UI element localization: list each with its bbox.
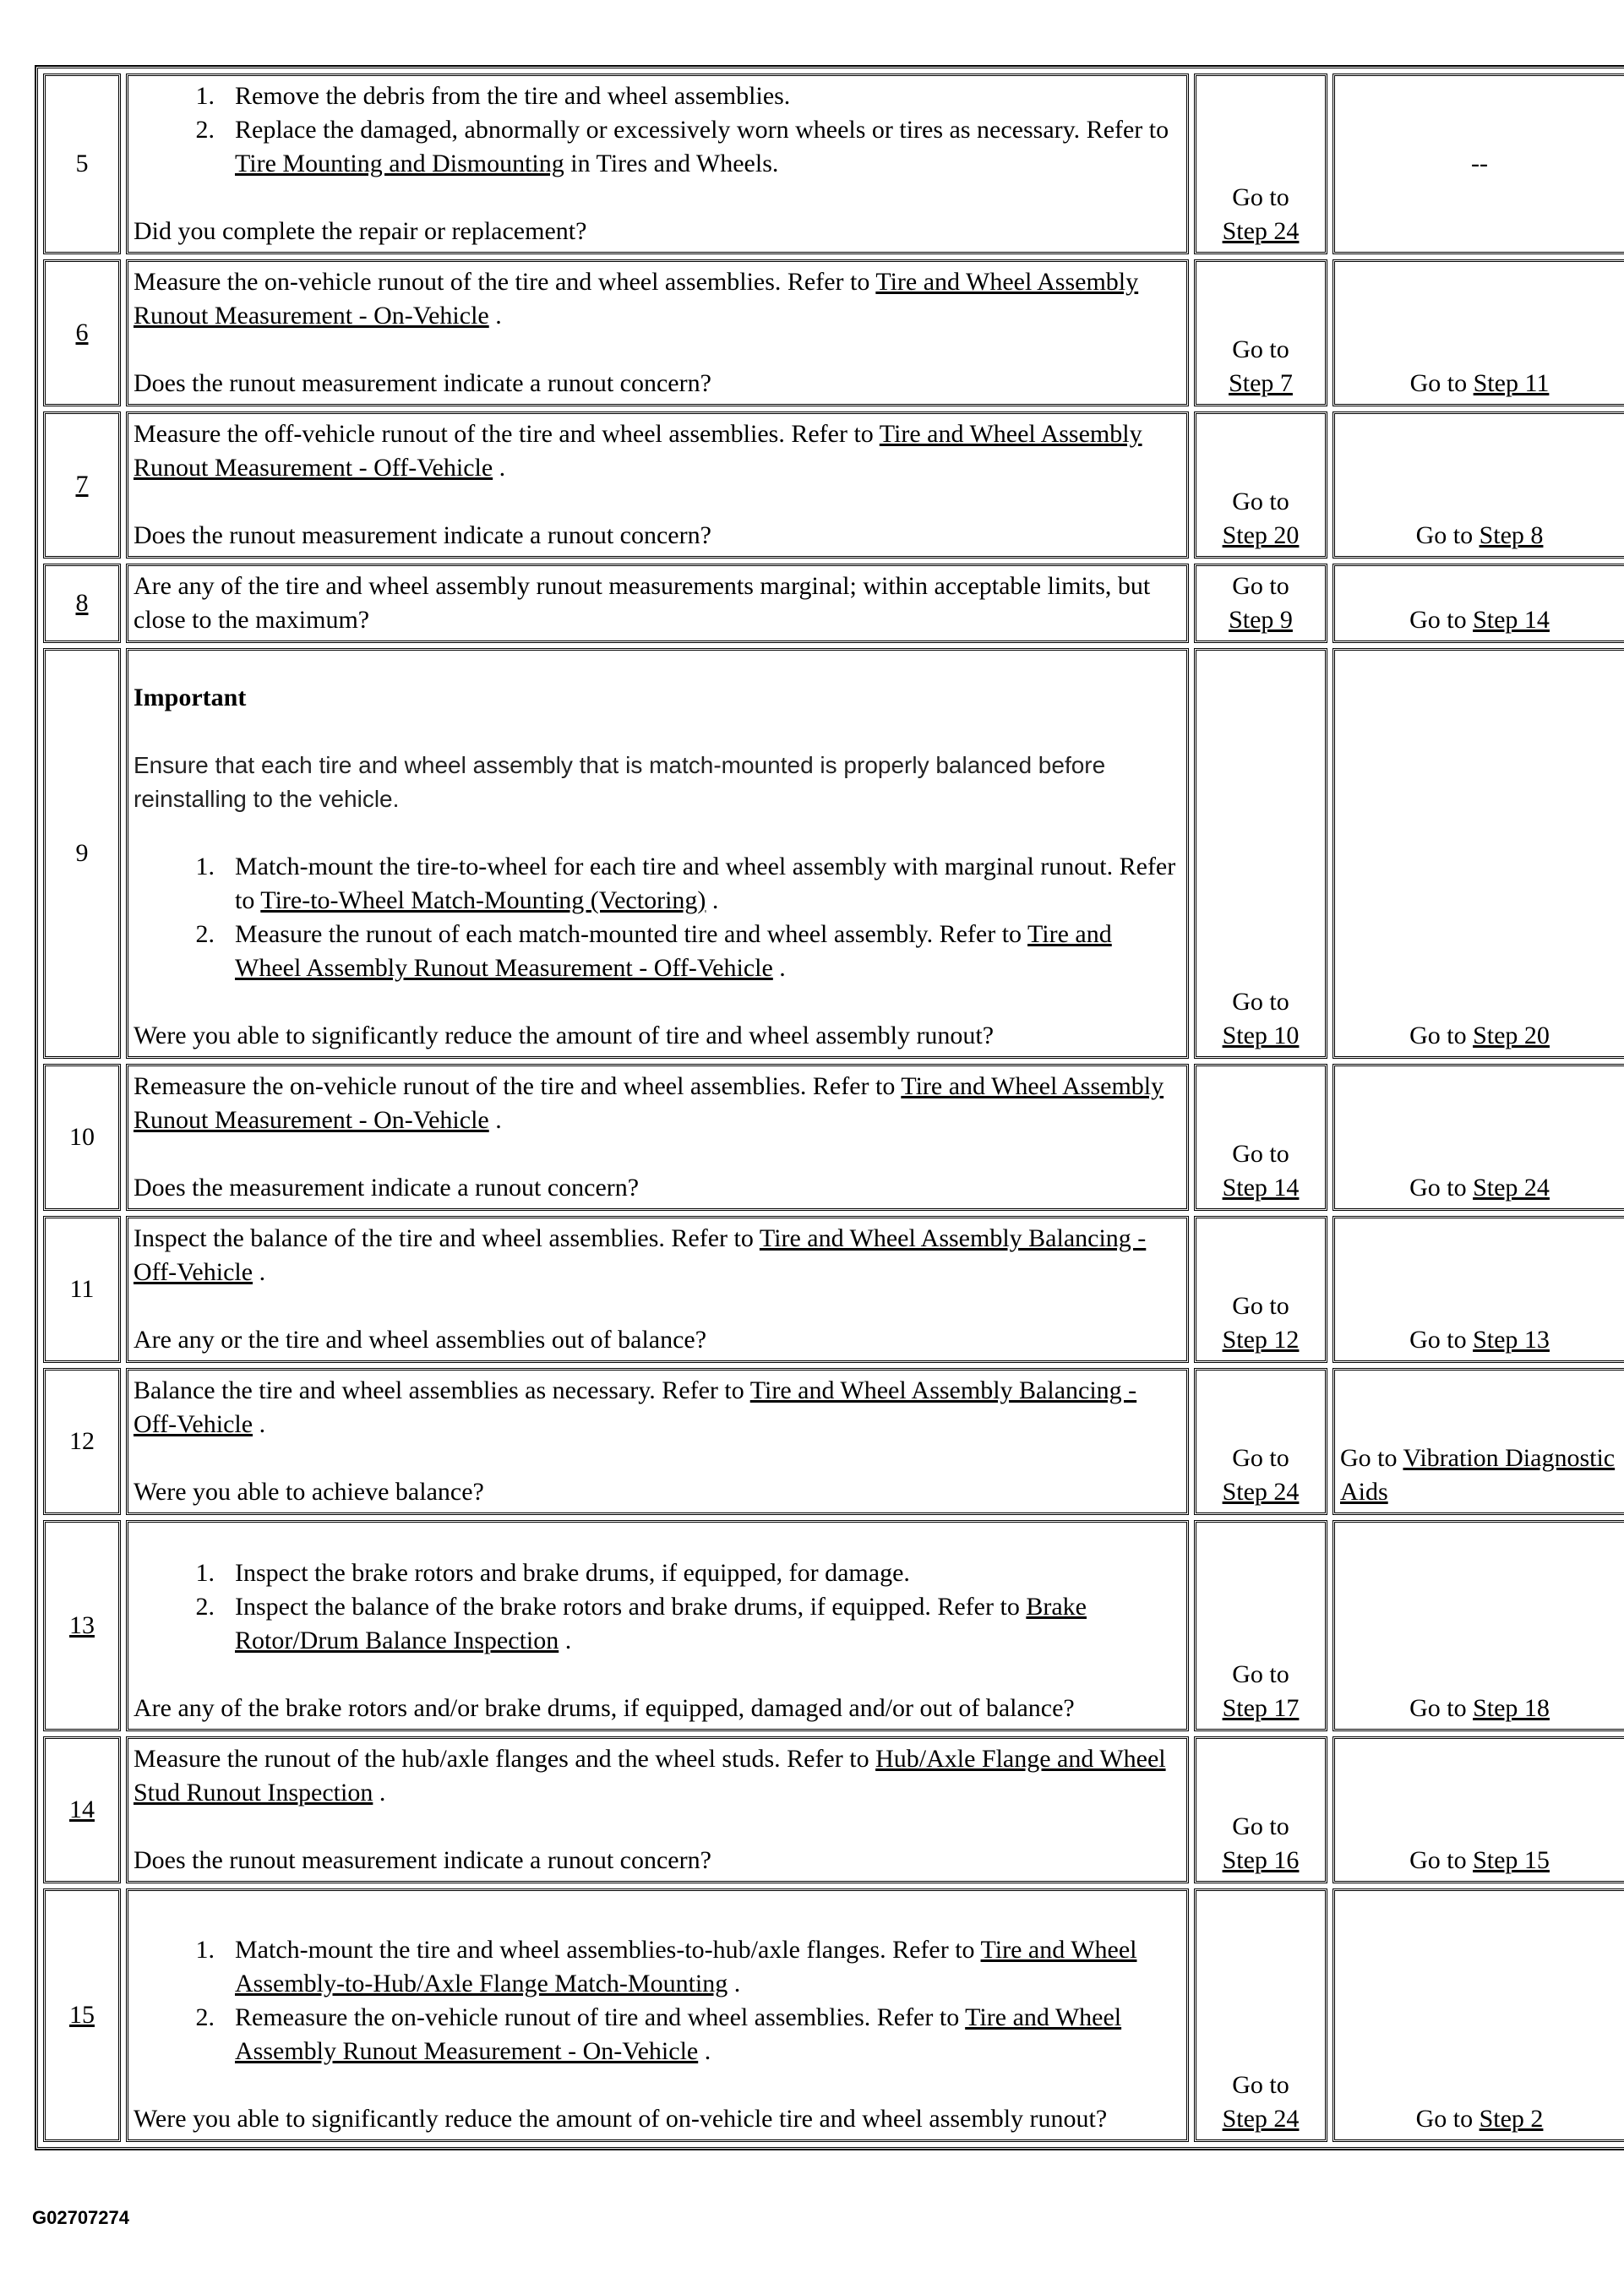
list-text: .	[706, 886, 719, 914]
list-text: Match-mount the tire-to-wheel for each tire and wheel assembly with marginal runout. Refer to	[235, 853, 1176, 914]
list-item	[195, 850, 1181, 918]
goto-label: Go to	[1409, 606, 1474, 634]
yes-step-link[interactable]: Step 24	[1222, 1478, 1300, 1506]
step-number	[43, 564, 121, 643]
yes-step-link[interactable]: Step 14	[1222, 1174, 1300, 1202]
reference-link[interactable]: Tire and Wheel Assembly Runout Measurement - Off-Vehicle	[134, 420, 1142, 482]
table-row	[43, 1216, 1624, 1363]
no-cell	[1332, 259, 1624, 406]
action-cell	[126, 1520, 1189, 1731]
step-number-text: 11	[69, 1275, 95, 1303]
table-row	[43, 74, 1624, 254]
goto-label: Go to	[1415, 2105, 1480, 2133]
action-list	[134, 1933, 1181, 2068]
yes-cell	[1194, 1216, 1327, 1363]
action-text: Inspect the balance of the tire and wheel assemblies. Refer to	[134, 1224, 760, 1252]
no-cell	[1332, 1888, 1624, 2142]
table-row	[43, 564, 1624, 643]
goto-label: Go to	[1232, 335, 1289, 363]
list-number: 1.	[195, 1559, 215, 1587]
action-cell	[126, 564, 1189, 643]
step-number-text: 5	[75, 150, 89, 177]
yes-step-link[interactable]: Step 9	[1229, 606, 1293, 634]
goto-label: Go to	[1232, 1660, 1289, 1688]
table-row	[43, 259, 1624, 406]
no-cell	[1332, 74, 1624, 254]
list-text: .	[728, 1970, 741, 1997]
step-number	[43, 1888, 121, 2142]
question-text: Were you able to significantly reduce the amount of tire and wheel assembly runout?	[134, 1022, 995, 1049]
no-step-link[interactable]: Step 24	[1473, 1174, 1550, 1202]
goto-label: Go to	[1409, 1022, 1474, 1049]
action-cell	[126, 259, 1189, 406]
step-number-link[interactable]: 7	[75, 471, 89, 499]
yes-step-link[interactable]: Step 16	[1222, 1846, 1300, 1874]
question-text: Does the runout measurement indicate a runout concern?	[134, 1846, 711, 1874]
list-item	[195, 1933, 1181, 2001]
reference-link[interactable]: Tire and Wheel Assembly Runout Measurement - On-Vehicle	[235, 2003, 1122, 2065]
action-cell	[126, 74, 1189, 254]
reference-link[interactable]: Tire and Wheel Assembly Balancing - Off-Vehicle	[134, 1224, 1147, 1286]
no-step-link[interactable]: Step 13	[1473, 1326, 1550, 1354]
yes-cell	[1194, 1736, 1327, 1883]
table-row	[43, 1064, 1624, 1211]
goto-label: Go to	[1232, 1292, 1289, 1320]
yes-cell	[1194, 74, 1327, 254]
list-number: 1.	[195, 82, 215, 110]
step-number-link[interactable]: 14	[69, 1796, 95, 1823]
list-text: Inspect the balance of the brake rotors and brake drums, if equipped. Refer to	[235, 1593, 1027, 1621]
reference-link[interactable]: Tire and Wheel Assembly Runout Measurement - On-Vehicle	[134, 1072, 1164, 1134]
step-number	[43, 1216, 121, 1363]
question-text: Does the runout measurement indicate a runout concern?	[134, 521, 711, 549]
step-number-text: 12	[69, 1427, 95, 1455]
step-number-link[interactable]: 6	[75, 319, 89, 346]
action-cell	[126, 1368, 1189, 1515]
action-list	[134, 1556, 1181, 1658]
question-text: Are any of the brake rotors and/or brake drums, if equipped, damaged and/or out of balance?	[134, 1694, 1075, 1722]
list-text: in Tires and Wheels.	[564, 150, 779, 177]
yes-step-link[interactable]: Step 10	[1222, 1022, 1300, 1049]
list-text: Remove the debris from the tire and wheel assemblies.	[235, 82, 791, 110]
no-cell	[1332, 1064, 1624, 1211]
no-cell	[1332, 648, 1624, 1059]
step-number-link[interactable]: 8	[75, 589, 89, 617]
no-step-link[interactable]: Step 14	[1473, 606, 1550, 634]
reference-link[interactable]: Tire Mounting and Dismounting	[235, 150, 564, 177]
no-reference-link[interactable]: Vibration Diagnostic Aids	[1340, 1444, 1616, 1506]
list-text: Match-mount the tire and wheel assemblies-to-hub/axle flanges. Refer to	[235, 1936, 981, 1964]
step-number	[43, 411, 121, 559]
no-cell	[1332, 564, 1624, 643]
figure-id: G02707274	[32, 2207, 129, 2228]
step-number	[43, 1736, 121, 1883]
action-cell	[126, 1888, 1189, 2142]
yes-cell	[1194, 1520, 1327, 1731]
question-text: Were you able to achieve balance?	[134, 1478, 484, 1506]
important-label: Important	[134, 684, 247, 711]
reference-link[interactable]: Tire-to-Wheel Match-Mounting (Vectoring)	[260, 886, 706, 914]
goto-label: Go to	[1409, 1174, 1474, 1202]
action-text: .	[373, 1779, 386, 1807]
step-number	[43, 74, 121, 254]
important-note: Ensure that each tire and wheel assembly that is match-mounted is properly balanced before reinstalling to the vehicle.	[134, 752, 1106, 812]
action-cell	[126, 411, 1189, 559]
list-number: 1.	[195, 1936, 215, 1964]
step-number	[43, 259, 121, 406]
list-number: 2.	[195, 920, 215, 948]
step-number-text: 9	[75, 839, 89, 867]
action-text: Measure the off-vehicle runout of the tire and wheel assemblies. Refer to	[134, 420, 880, 448]
list-text: .	[698, 2037, 711, 2065]
goto-label: Go to	[1232, 988, 1289, 1016]
list-item	[195, 1590, 1181, 1658]
list-number: 2.	[195, 1593, 215, 1621]
goto-label: Go to	[1232, 572, 1289, 600]
yes-step-link[interactable]: Step 24	[1222, 2105, 1300, 2133]
diagnostic-table	[35, 66, 1624, 2150]
reference-link[interactable]: Tire and Wheel Assembly Runout Measurement - Off-Vehicle	[235, 920, 1112, 982]
no-step-link[interactable]: Step 11	[1473, 369, 1550, 397]
goto-label: Go to	[1409, 1694, 1474, 1722]
list-number: 1.	[195, 853, 215, 880]
list-text: .	[559, 1627, 572, 1654]
list-text: Replace the damaged, abnormally or excessively worn wheels or tires as necessary. Refer to	[235, 116, 1169, 144]
action-cell	[126, 648, 1189, 1059]
reference-link[interactable]: Tire and Wheel Assembly-to-Hub/Axle Flange Match-Mounting	[235, 1936, 1137, 1997]
goto-label: Go to	[1232, 1140, 1289, 1168]
action-text: .	[488, 302, 502, 330]
no-step-link[interactable]: Step 15	[1473, 1846, 1550, 1874]
list-number: 2.	[195, 2003, 215, 2031]
step-number-link[interactable]: 13	[69, 1611, 95, 1639]
action-cell	[126, 1736, 1189, 1883]
step-number-link[interactable]: 15	[69, 2001, 95, 2029]
reference-link[interactable]: Tire and Wheel Assembly Balancing - Off-Vehicle	[134, 1376, 1137, 1438]
action-text: Remeasure the on-vehicle runout of the tire and wheel assemblies. Refer to	[134, 1072, 902, 1100]
reference-link[interactable]: Tire and Wheel Assembly Runout Measurement - On-Vehicle	[134, 268, 1139, 330]
no-cell	[1332, 1368, 1624, 1515]
no-cell	[1332, 1216, 1624, 1363]
action-text: .	[253, 1258, 266, 1286]
no-cell	[1332, 411, 1624, 559]
goto-label: Go to	[1409, 369, 1474, 397]
table-row	[43, 1520, 1624, 1731]
yes-cell	[1194, 1368, 1327, 1515]
goto-label: Go to	[1340, 1444, 1403, 1472]
yes-cell	[1194, 1888, 1327, 2142]
goto-label: Go to	[1409, 1326, 1474, 1354]
list-text: Remeasure the on-vehicle runout of tire and wheel assemblies. Refer to	[235, 2003, 966, 2031]
no-cell	[1332, 1520, 1624, 1731]
table-row	[43, 1368, 1624, 1515]
goto-label: Go to	[1415, 521, 1480, 549]
goto-label: Go to	[1232, 1444, 1289, 1472]
list-item	[195, 1556, 1181, 1590]
no-step-link[interactable]: Step 8	[1479, 521, 1544, 549]
yes-cell	[1194, 1064, 1327, 1211]
yes-step-link[interactable]: Step 24	[1222, 217, 1300, 245]
step-number	[43, 648, 121, 1059]
action-text: Balance the tire and wheel assemblies as necessary. Refer to	[134, 1376, 750, 1404]
list-number: 2.	[195, 116, 215, 144]
yes-cell	[1194, 564, 1327, 643]
yes-cell	[1194, 259, 1327, 406]
question-text: Are any or the tire and wheel assemblies out of balance?	[134, 1326, 707, 1354]
no-step-link[interactable]: Step 20	[1473, 1022, 1550, 1049]
yes-step-link[interactable]: Step 12	[1222, 1326, 1300, 1354]
table-row	[43, 648, 1624, 1059]
table-row	[43, 411, 1624, 559]
no-step-link[interactable]: Step 18	[1473, 1694, 1550, 1722]
goto-label: Go to	[1232, 183, 1289, 211]
list-text: Measure the runout of each match-mounted tire and wheel assembly. Refer to	[235, 920, 1028, 948]
yes-cell	[1194, 648, 1327, 1059]
action-text: Measure the on-vehicle runout of the tire and wheel assemblies. Refer to	[134, 268, 876, 296]
action-cell	[126, 1064, 1189, 1211]
goto-label: Go to	[1232, 488, 1289, 515]
action-list	[134, 79, 1181, 181]
goto-label: Go to	[1409, 1846, 1474, 1874]
list-text: .	[772, 954, 786, 982]
yes-step-link[interactable]: Step 17	[1222, 1694, 1300, 1722]
goto-label: Go to	[1232, 2071, 1289, 2099]
action-cell	[126, 1216, 1189, 1363]
action-text: .	[488, 1106, 502, 1134]
action-text: Measure the runout of the hub/axle flanges and the wheel studs. Refer to	[134, 1745, 876, 1773]
step-number	[43, 1064, 121, 1211]
question-text: Does the measurement indicate a runout concern?	[134, 1174, 640, 1202]
list-item	[195, 113, 1181, 181]
action-list	[134, 850, 1181, 985]
step-number	[43, 1368, 121, 1515]
action-text: .	[493, 454, 506, 482]
table-row	[43, 1736, 1624, 1883]
no-dash: --	[1471, 150, 1488, 177]
table-row	[43, 1888, 1624, 2142]
reference-link[interactable]: Brake Rotor/Drum Balance Inspection	[235, 1593, 1087, 1654]
step-number	[43, 1520, 121, 1731]
reference-link[interactable]: Hub/Axle Flange and Wheel Stud Runout Inspection	[134, 1745, 1166, 1807]
question-text: Did you complete the repair or replacement?	[134, 217, 587, 245]
list-item	[195, 79, 1181, 113]
no-cell	[1332, 1736, 1624, 1883]
goto-label: Go to	[1232, 1812, 1289, 1840]
question-text: Are any of the tire and wheel assembly runout measurements marginal; within acceptable limits, but close to the maximum?	[134, 572, 1151, 634]
list-item	[195, 2001, 1181, 2068]
list-item	[195, 918, 1181, 985]
yes-step-link[interactable]: Step 20	[1222, 521, 1300, 549]
yes-cell	[1194, 411, 1327, 559]
diagnostic-table-container	[35, 66, 1616, 2150]
yes-step-link[interactable]: Step 7	[1229, 369, 1293, 397]
question-text: Were you able to significantly reduce the amount of on-vehicle tire and wheel assembly runout?	[134, 2105, 1108, 2133]
list-text: Inspect the brake rotors and brake drums, if equipped, for damage.	[235, 1559, 910, 1587]
step-number-text: 10	[69, 1123, 95, 1151]
question-text: Does the runout measurement indicate a runout concern?	[134, 369, 711, 397]
no-step-link[interactable]: Step 2	[1479, 2105, 1544, 2133]
action-text: .	[253, 1410, 266, 1438]
